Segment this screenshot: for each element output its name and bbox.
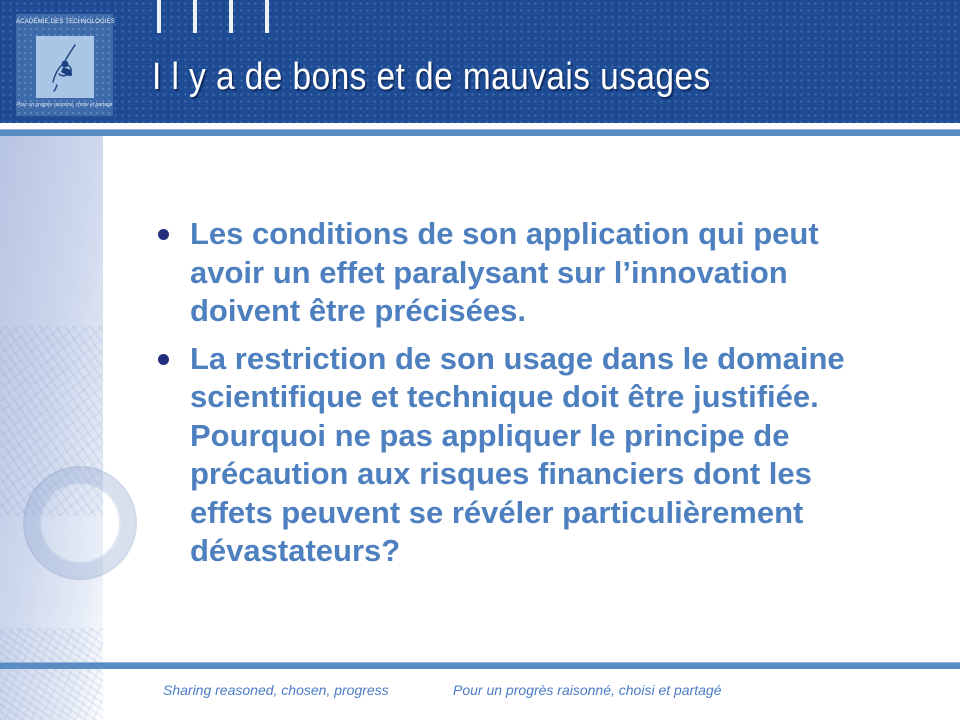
bullet-item — [157, 215, 857, 331]
sidebar-texture — [0, 628, 103, 720]
logo-org-name-wrap — [16, 18, 116, 34]
logo-figure-icon — [36, 36, 94, 98]
tick-mark-icon — [229, 0, 233, 33]
accent-bar-top — [0, 129, 960, 136]
sidebar-watermark — [0, 136, 103, 720]
footer-motto-fr: Pour un progrès raisonné, choisi et partagé — [453, 682, 722, 698]
bullet-text: Les conditions de son application qui peut avoir un effet paralysant sur l’innovation doivent être précisées. — [190, 216, 819, 328]
logo-org-name: ACADÉMIE DES TECHNOLOGIES — [16, 18, 116, 25]
bullet-item — [157, 340, 857, 571]
academie-logo — [16, 14, 116, 116]
tick-mark-icon — [265, 0, 269, 33]
footer-motto-en: Sharing reasoned, chosen, progress — [163, 682, 389, 698]
accent-bar-bottom — [0, 662, 960, 669]
logo-tagline: Pour un progrès raisonné, choisi et partagé — [16, 102, 113, 108]
slide-header — [0, 0, 960, 123]
bullet-list — [157, 215, 857, 580]
tick-mark-icon — [157, 0, 161, 33]
bullet-dot-icon — [158, 229, 169, 240]
logo-tagline-wrap — [16, 102, 113, 114]
bullet-text: La restriction de son usage dans le domaine scientifique et technique doit être justifiée. Pourquoi ne pas appliquer le principe de précaution aux risques financiers dont les effets peuvent se révéler particulièrement dévastateurs? — [190, 340, 845, 568]
bullet-dot-icon — [158, 354, 169, 365]
tick-mark-icon — [193, 0, 197, 33]
slide-title: I l y a de bons et de mauvais usages — [152, 56, 711, 98]
sidebar-ring-texture — [23, 466, 137, 580]
